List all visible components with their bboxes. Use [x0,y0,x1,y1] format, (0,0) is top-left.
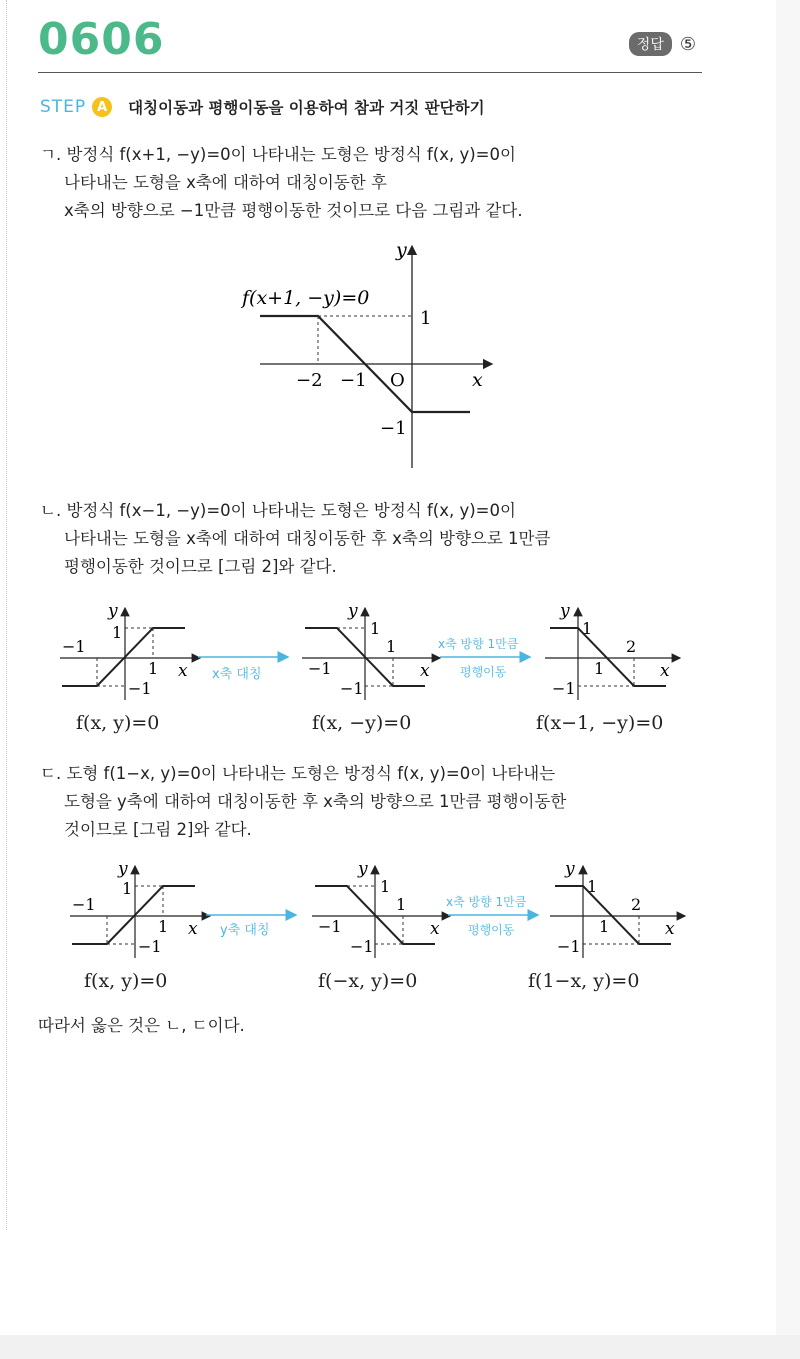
item2-arrow2-top: x축 방향 1만큼 [438,637,519,651]
svg-text:−1: −1 [62,637,86,656]
origin-label: O [390,370,405,391]
item2-text [40,497,550,581]
svg-text:−1: −1 [552,679,576,698]
answer-badge: 정답 [629,32,672,56]
item3-caption-c: f(1−x, y)=0 [528,970,640,992]
item3-graph-a [70,859,210,958]
svg-text:y: y [108,601,118,621]
svg-text:1: 1 [594,659,605,678]
tick-x-1: −1 [340,370,367,391]
svg-text:−1: −1 [72,895,96,914]
item2-marker: ㄴ. [40,501,62,520]
graph-label: f(x+1, −y)=0 [242,287,370,309]
svg-text:1: 1 [148,659,159,678]
item3-line2: 도형을 y축에 대하여 대칭이동한 후 x축의 방향으로 1만큼 평행이동한 [64,792,567,811]
item3-arrow2-bottom: 평행이동 [468,923,515,937]
step-label: STEP [40,97,87,117]
scan-edge [776,0,800,1359]
svg-text:2: 2 [631,895,642,914]
svg-text:x: x [188,919,198,939]
item2-caption-a: f(x, y)=0 [76,712,160,734]
item3-graph-b [312,859,450,958]
svg-text:−1: −1 [128,679,152,698]
svg-text:x: x [420,661,430,681]
item1-line2: 나타내는 도형을 x축에 대하여 대칭이동한 후 [64,173,387,192]
svg-text:1: 1 [386,637,397,656]
item3-text [40,760,566,844]
step-letter: A [92,97,112,117]
step-title: 대칭이동과 평행이동을 이용하여 참과 거짓 판단하기 [128,99,485,117]
header-divider [38,72,702,73]
item1-line3: x축의 방향으로 −1만큼 평행이동한 것이므로 다음 그림과 같다. [64,201,523,220]
svg-text:1: 1 [587,877,598,896]
x-axis-label: x [472,369,483,391]
svg-text:y: y [118,859,128,879]
svg-text:−1: −1 [318,917,342,936]
item2-arrow1-label: x축 대칭 [212,667,262,682]
answer-block [629,32,696,56]
item1-text [40,141,523,225]
item3-graph-c [550,859,685,958]
conclusion: 따라서 옳은 것은 ㄴ, ㄷ이다. [38,1016,245,1035]
item2-line2: 나타내는 도형을 x축에 대하여 대칭이동한 후 x축의 방향으로 1만큼 [64,529,551,548]
svg-text:1: 1 [158,917,169,936]
tick-y1: 1 [420,308,432,329]
svg-text:x: x [665,919,675,939]
item2-figures [40,600,700,710]
item1-line1: 방정식 f(x+1, −y)=0이 나타내는 도형은 방정식 f(x, y)=0이 [66,145,516,164]
item3-arrow1-label: y축 대칭 [220,923,270,938]
svg-text:x: x [430,919,440,939]
y-axis-label: y [396,239,407,261]
svg-text:y: y [565,859,575,879]
svg-text:y: y [560,601,570,621]
problem-number: 0606 [38,14,165,65]
item2-line1: 방정식 f(x−1, −y)=0이 나타내는 도형은 방정식 f(x, y)=0이 [66,501,516,520]
item2-graph-c [545,601,680,700]
svg-text:x: x [178,661,188,681]
svg-text:−1: −1 [557,937,581,956]
item2-line3: 평행이동한 것이므로 [그림 2]와 같다. [64,557,337,576]
step-heading [40,96,485,118]
svg-text:x: x [660,661,670,681]
tick-y-1: −1 [380,418,407,439]
tick-x-2: −2 [296,370,323,391]
svg-text:−1: −1 [340,679,364,698]
answer-value: ⑤ [679,33,696,55]
svg-text:1: 1 [582,619,593,638]
item2-caption-b: f(x, −y)=0 [312,712,412,734]
svg-text:y: y [358,859,368,879]
item2-graph-a [60,601,200,700]
svg-text:1: 1 [112,623,123,642]
svg-text:2: 2 [626,637,637,656]
item3-caption-b: f(−x, y)=0 [318,970,418,992]
svg-text:y: y [348,601,358,621]
svg-text:1: 1 [599,917,610,936]
scan-bottom [0,1335,800,1359]
svg-text:−1: −1 [138,937,162,956]
item2-graph-b [302,601,440,700]
item1-graph [230,238,520,478]
item2-arrow2-bottom: 평행이동 [460,665,507,679]
svg-text:1: 1 [122,879,133,898]
item3-caption-a: f(x, y)=0 [84,970,168,992]
svg-text:1: 1 [370,619,381,638]
item2-caption-c: f(x−1, −y)=0 [536,712,664,734]
item3-arrow2-top: x축 방향 1만큼 [446,895,527,909]
item1-marker: ㄱ. [40,145,62,164]
svg-text:1: 1 [396,895,407,914]
item3-figures [50,858,700,968]
item3-line1: 도형 f(1−x, y)=0이 나타내는 도형은 방정식 f(x, y)=0이 나타내는 [66,764,556,783]
page-margin-line [6,0,7,1230]
svg-text:1: 1 [380,877,391,896]
svg-text:−1: −1 [308,659,332,678]
item3-marker: ㄷ. [40,764,62,783]
svg-text:−1: −1 [350,937,374,956]
item3-line3: 것이므로 [그림 2]와 같다. [64,820,252,839]
